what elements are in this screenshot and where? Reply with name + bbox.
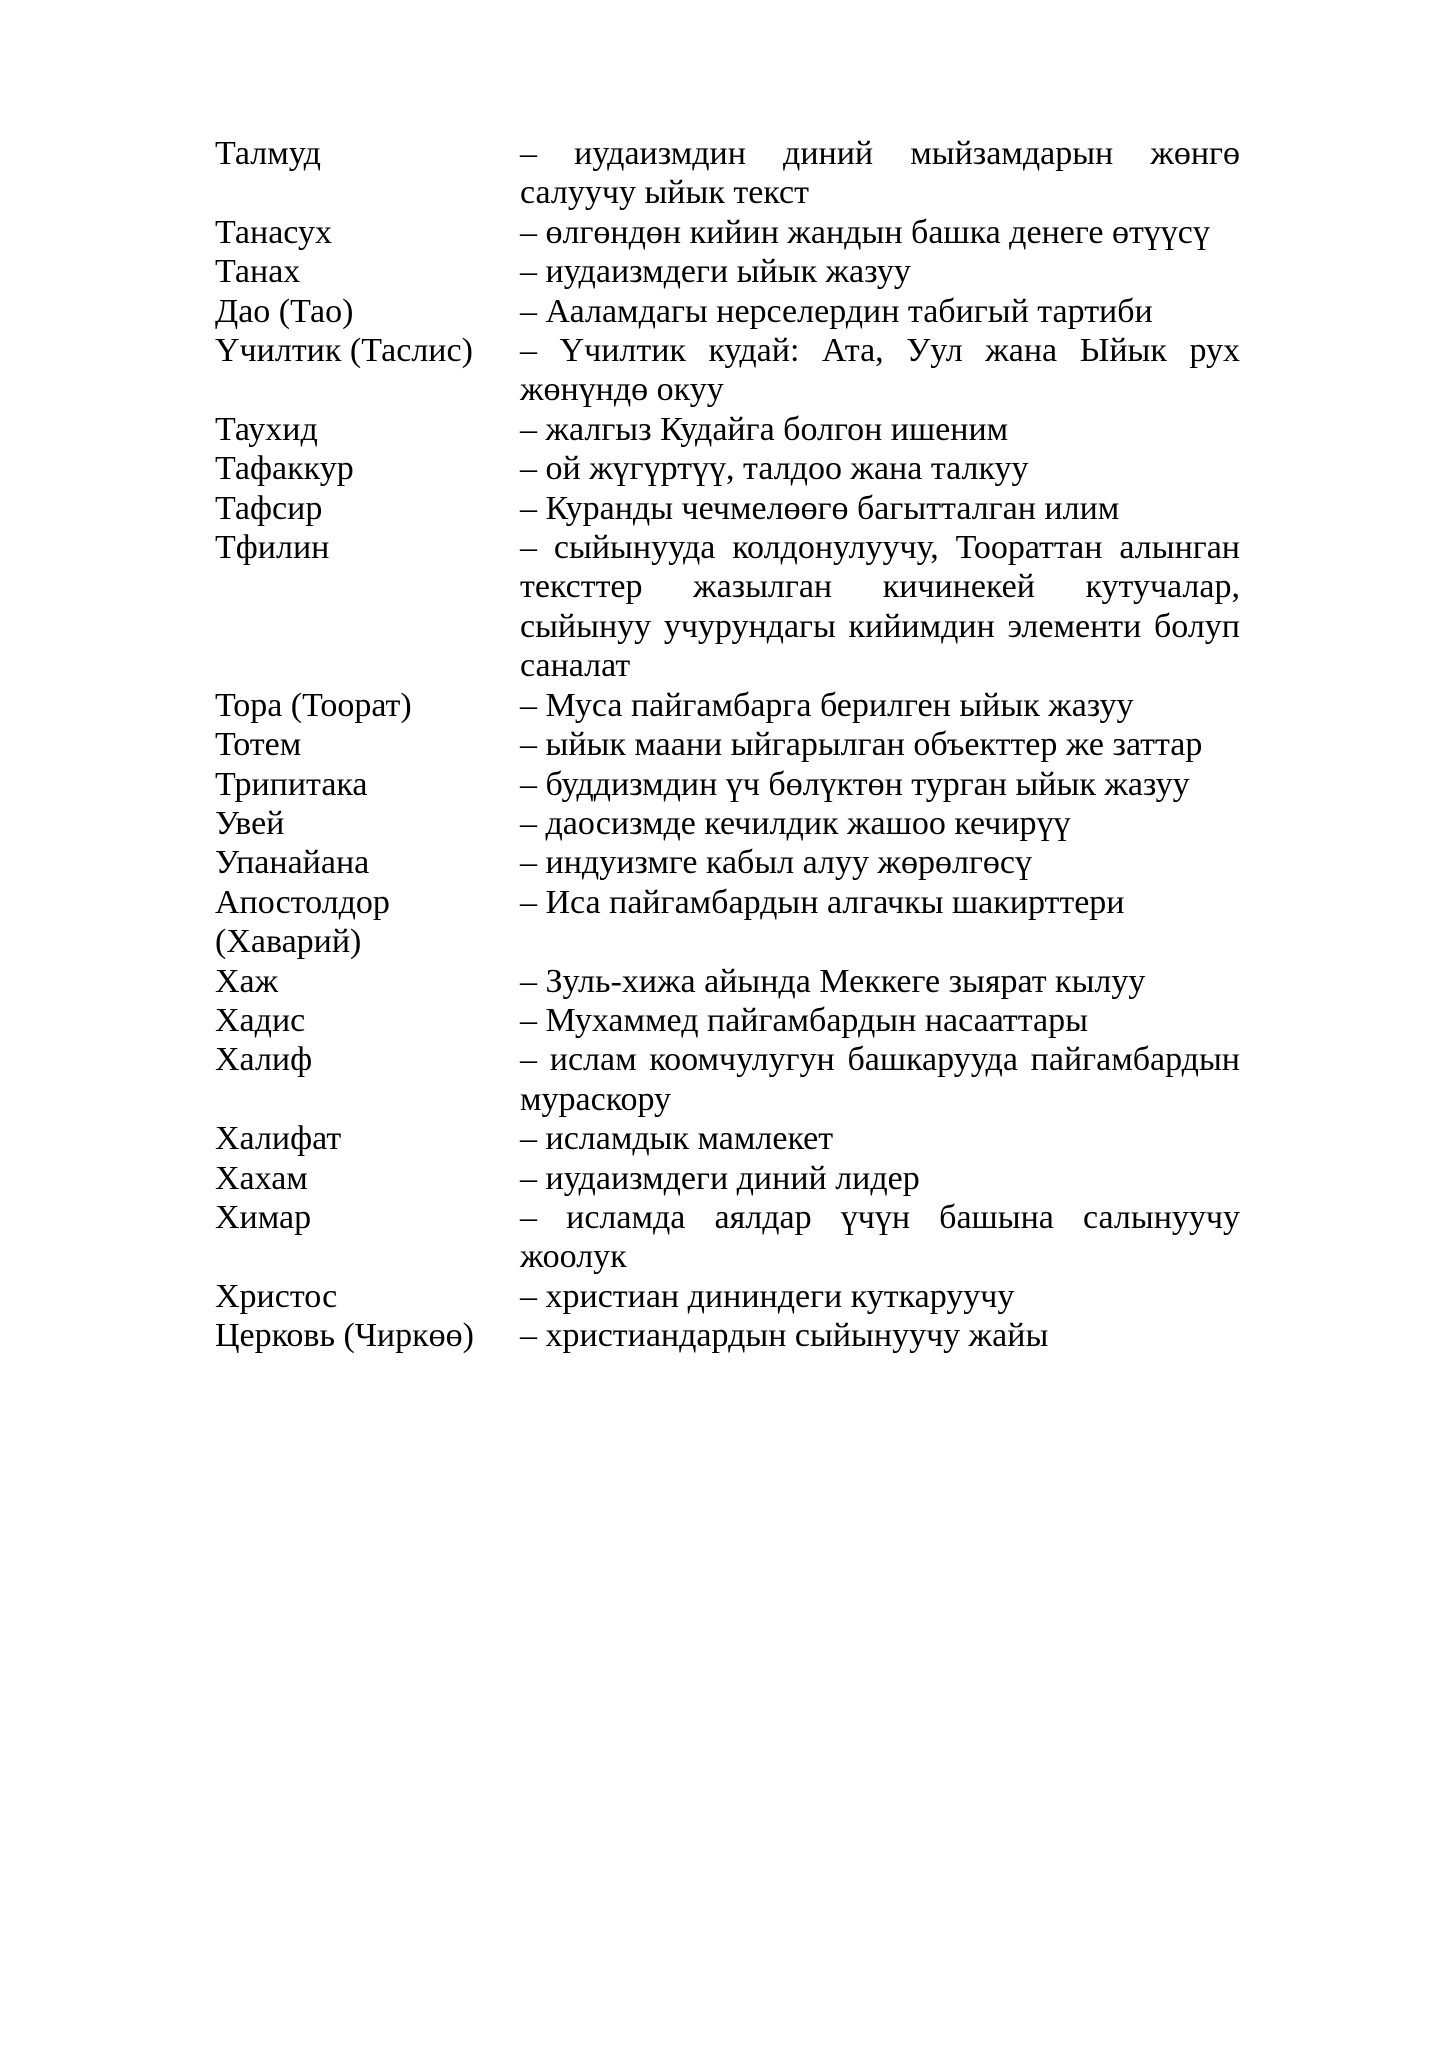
- glossary-row: [215, 1119, 1240, 1158]
- definition: – ислам коомчулугун башкарууда пайгамбардын мураскору: [520, 1041, 1240, 1118]
- definition: – иудаизмдеги ыйык жазуу: [520, 253, 911, 291]
- term: Христос: [215, 1277, 338, 1315]
- glossary-row: [215, 252, 1240, 291]
- term: Үчилтик (Таслис): [215, 332, 473, 370]
- glossary-row: [215, 528, 1240, 686]
- glossary-row: [215, 686, 1240, 725]
- glossary-row: [215, 213, 1240, 252]
- term: Апостолдор (Хаварий): [215, 883, 390, 961]
- term: Хахам: [215, 1159, 308, 1197]
- term: Хадис: [215, 1001, 306, 1039]
- glossary-row: [215, 410, 1240, 449]
- definition: – Ааламдагы нерселердин табигый тартиби: [520, 292, 1153, 330]
- term: Танах: [215, 253, 301, 291]
- glossary-row: [215, 765, 1240, 804]
- glossary-row: [215, 1316, 1240, 1355]
- term: Трипитака: [215, 765, 368, 803]
- definition: – жалгыз Кудайга болгон ишеним: [520, 410, 1009, 448]
- term: Дао (Тао): [215, 292, 354, 330]
- definition: – Иса пайгамбардын алгачкы шакирттери: [520, 883, 1125, 921]
- glossary-row: [215, 804, 1240, 843]
- definition: – исламдык мамлекет: [520, 1120, 834, 1158]
- glossary-row: [215, 962, 1240, 1001]
- term: Халифат: [215, 1120, 342, 1158]
- definition: – Куранды чечмелөөгө багытталган илим: [520, 489, 1120, 527]
- glossary-row: [215, 1001, 1240, 1040]
- glossary-row: [215, 725, 1240, 764]
- definition: – ыйык маани ыйгарылган объекттер же заттар: [520, 726, 1203, 764]
- term: Талмуд: [215, 135, 321, 172]
- term: Увей: [215, 804, 285, 842]
- glossary-row: [215, 1159, 1240, 1198]
- term: Хаж: [215, 962, 279, 1000]
- term: Химар: [215, 1198, 312, 1236]
- glossary-list: [215, 134, 1240, 1356]
- definition: – Зуль-хижа айында Меккеге зыярат кылуу: [520, 962, 1146, 1000]
- term: Упанайана: [215, 844, 370, 882]
- glossary-row: [215, 134, 1240, 213]
- term: Тфилин: [215, 529, 330, 567]
- definition: – даосизмде кечилдик жашоо кечирүү: [520, 804, 1071, 842]
- definition: – Үчилтик кудай: Ата, Уул жана Ыйык рух жөнүндө окуу: [520, 332, 1240, 409]
- glossary-row: [215, 1198, 1240, 1277]
- term: Тафаккур: [215, 450, 354, 488]
- term: Танасух: [215, 213, 332, 251]
- definition: – иудаизмдин диний мыйзамдарын жөнгө салуучу ыйык текст: [520, 135, 1240, 212]
- definition: – христиандардын сыйынуучу жайы: [520, 1317, 1049, 1355]
- glossary-row: [215, 883, 1240, 962]
- definition: – христиан дининдеги куткаруучу: [520, 1277, 1015, 1315]
- term: Тора (Тоорат): [215, 686, 412, 724]
- definition: – буддизмдин үч бөлүктөн турган ыйык жазуу: [520, 765, 1190, 803]
- definition: – Мухаммед пайгамбардын насааттары: [520, 1001, 1088, 1039]
- term: Тафсир: [215, 489, 323, 527]
- glossary-row: [215, 331, 1240, 410]
- glossary-row: [215, 449, 1240, 488]
- glossary-row: [215, 843, 1240, 882]
- glossary-row: [215, 292, 1240, 331]
- definition: – иудаизмдеги диний лидер: [520, 1159, 920, 1197]
- term: Таухид: [215, 410, 318, 448]
- term: Церковь (Чиркөө): [215, 1317, 474, 1355]
- definition: – Муса пайгамбарга берилген ыйык жазуу: [520, 686, 1134, 724]
- glossary-row: [215, 1277, 1240, 1316]
- definition: – өлгөндөн кийин жандын башка денеге өтүүсү: [520, 213, 1210, 251]
- term: Тотем: [215, 726, 302, 764]
- glossary-row: [215, 1040, 1240, 1119]
- term: Халиф: [215, 1041, 313, 1079]
- definition: – исламда аялдар үчүн башына салынуучу жоолук: [520, 1198, 1240, 1276]
- definition: – индуизмге кабыл алуу жөрөлгөсү: [520, 844, 1032, 882]
- definition: – ой жүгүртүү, талдоо жана талкуу: [520, 450, 1029, 488]
- glossary-row: [215, 489, 1240, 528]
- definition: – сыйынууда колдонулуучу, Тоораттан алынган тексттер жазылган кичинекей кутучалар, сыйынуу учурундагы кийимдин элементи болуп саналат: [520, 529, 1240, 685]
